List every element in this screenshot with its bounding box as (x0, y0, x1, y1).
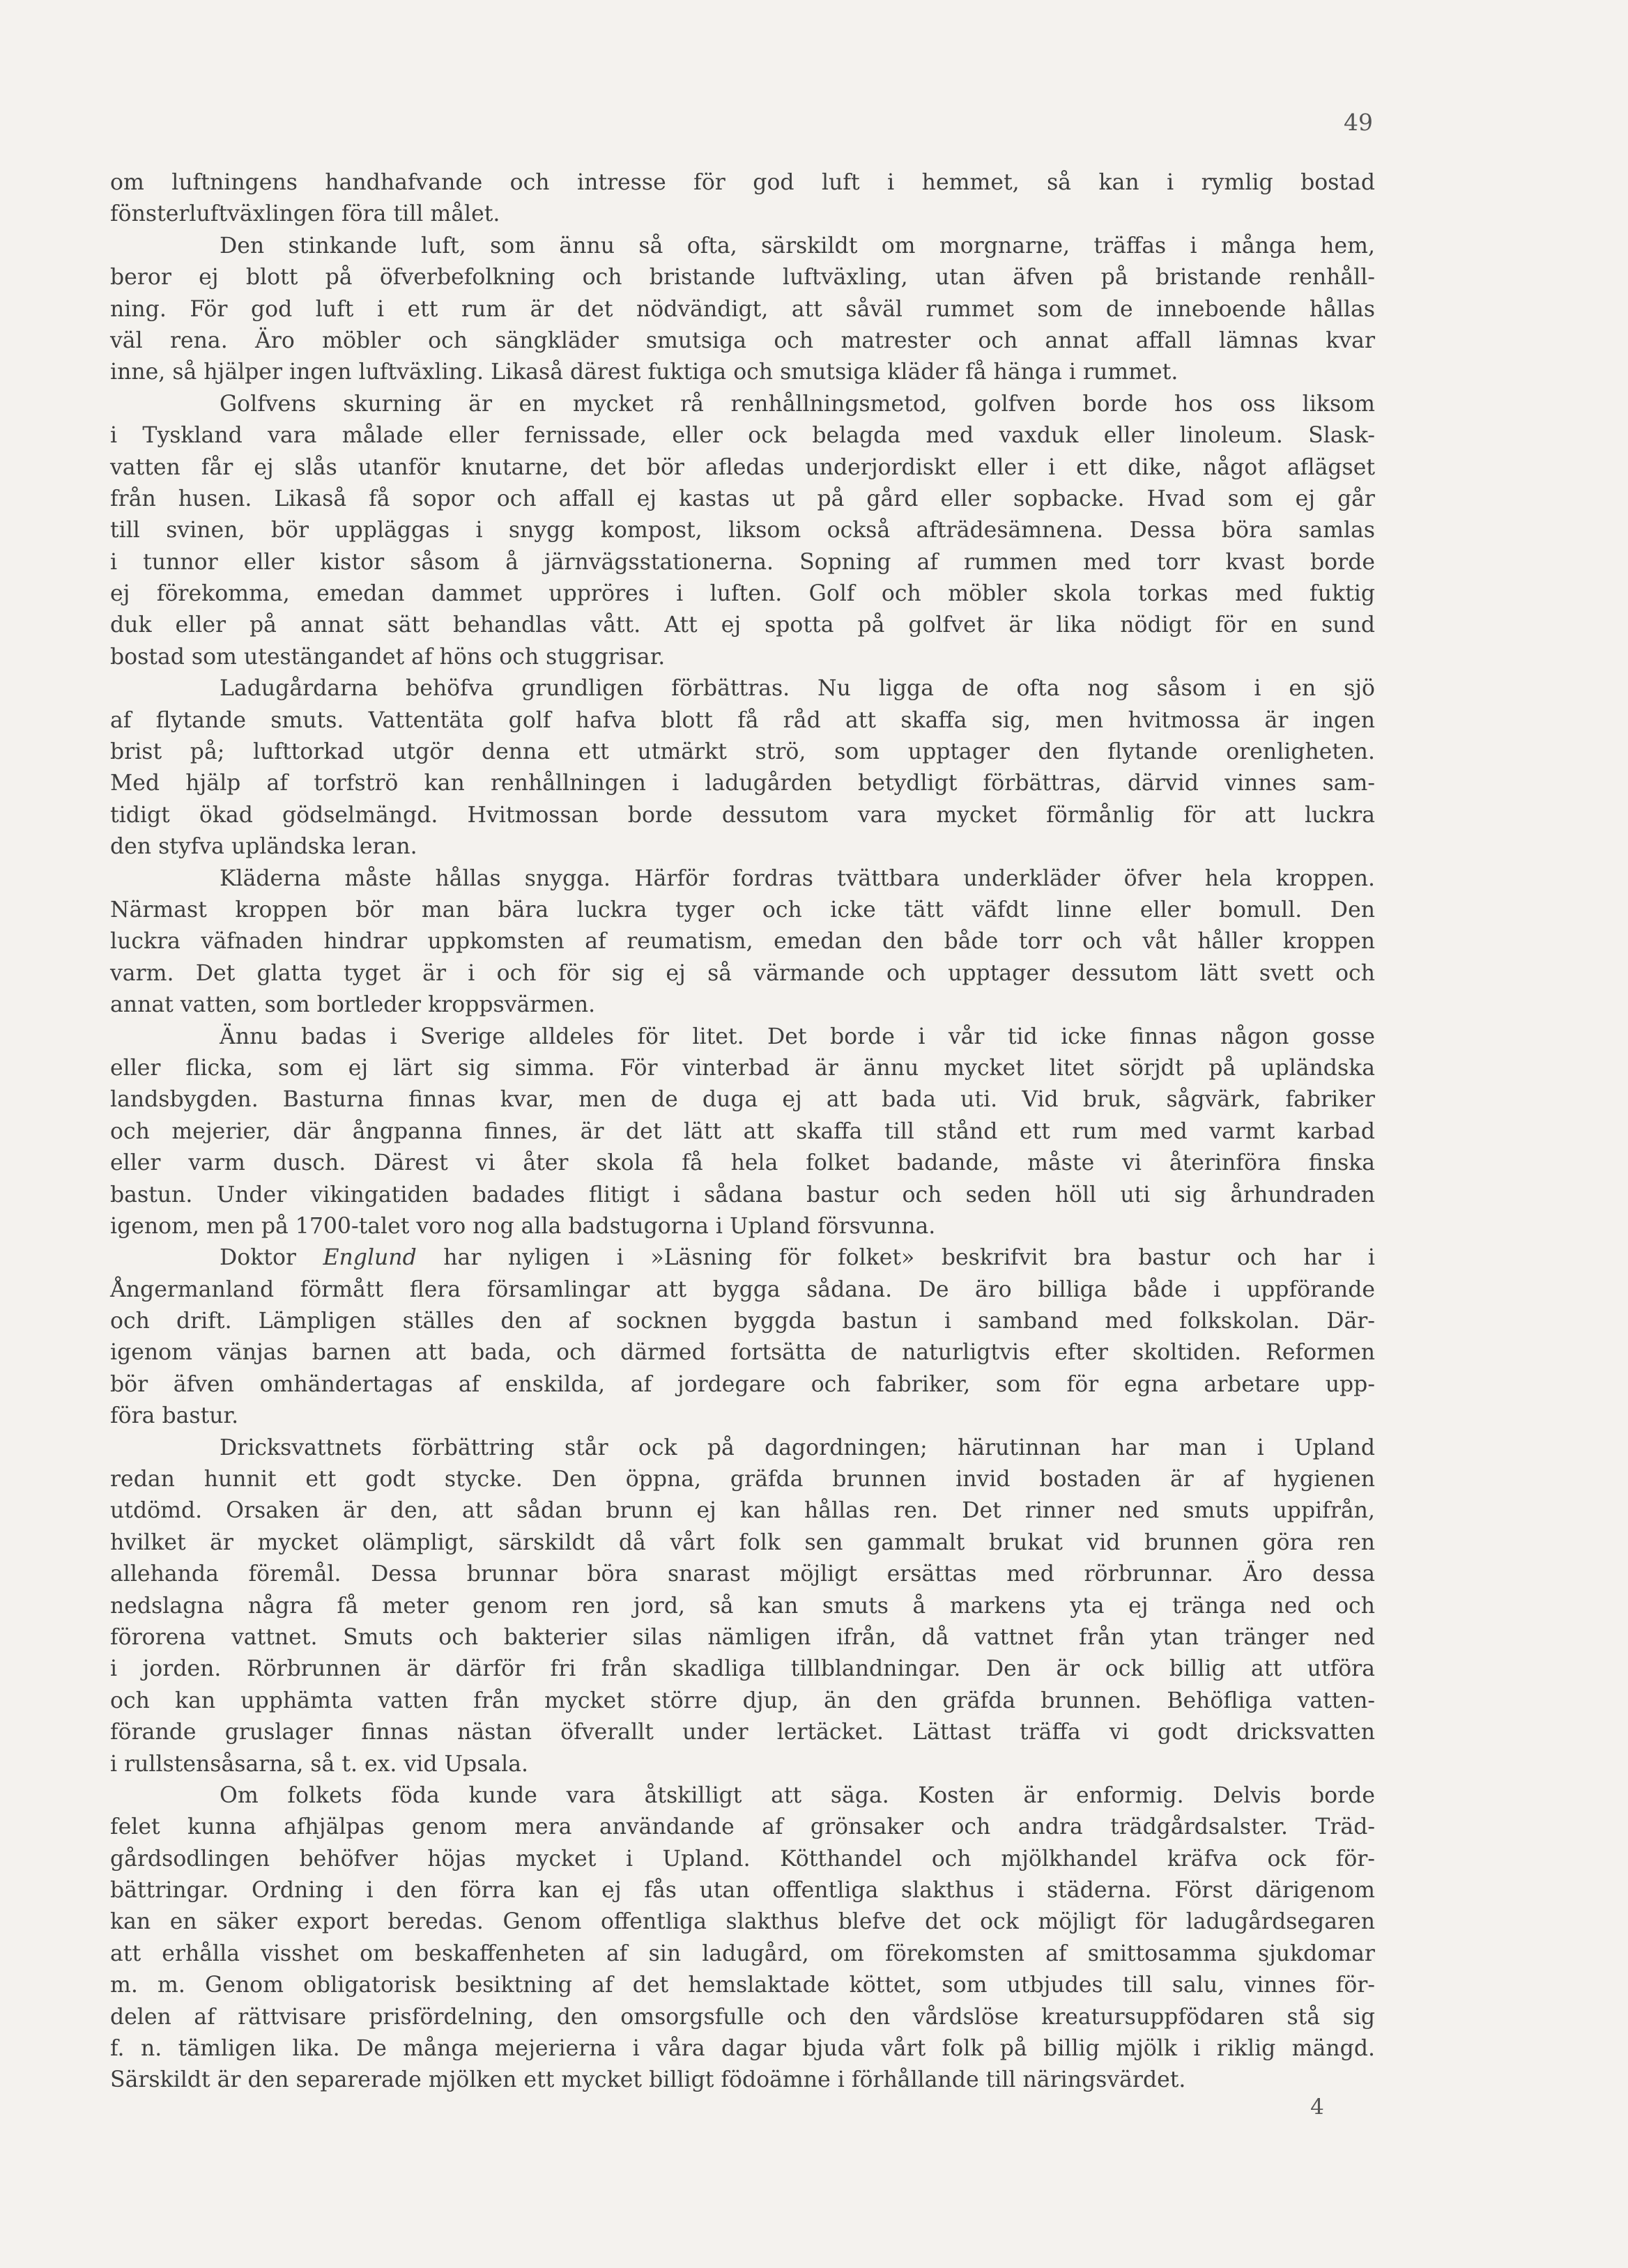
text-line: i jorden. Rörbrunnen är därför fri från skadliga tillblandningar. Den är ock billig att utföra (110, 1656, 1375, 1682)
text-line: igenom vänjas barnen att bada, och därmed fortsätta de naturligtvis efter skoltiden. Reformen (110, 1340, 1375, 1366)
paragraph (110, 1021, 1375, 1243)
text-line: luckra väfnaden hindrar uppkomsten af reumatism, emedan den både torr och våt håller kroppen (110, 929, 1375, 955)
text-line: inne, så hjälper ingen luftväxling. Likaså därest fuktiga och smutsiga kläder få hänga i rummet. (110, 360, 1178, 385)
text-line: från husen. Likaså få sopor och affall ej kastas ut på gård eller sopbacke. Hvad som ej går (110, 486, 1375, 511)
text-line: Golfvens skurning är en mycket rå renhållningsmetod, golfven borde hos oss liksom (220, 391, 1375, 417)
paragraph (110, 1242, 1375, 1432)
text-line: felet kunna afhjälpas genom mera användande af grönsaker och andra trädgårdsalster. Träd- (110, 1814, 1375, 1840)
text-line: delen af rättvisare prisfördelning, den omsorgsfulle och den vårdslöse kreatursuppfödaren stå sig (110, 2004, 1375, 2030)
text-line: förande gruslager finnas nästan öfverallt under lertäcket. Lättast träffa vi godt dricksvatten (110, 1720, 1375, 1745)
text-line: f. n. tämligen lika. De många mejerierna i våra dagar bjuda vårt folk på billig mjölk i riklig mängd. (110, 2036, 1375, 2062)
text-line: Den stinkande luft, som ännu så ofta, särskildt om morgnarne, träffas i många hem, (220, 233, 1375, 259)
text-line: Doktor Englund har nyligen i »Läsning för folket» beskrifvit bra bastur och har i (220, 1245, 1375, 1271)
text-line: duk eller på annat sätt behandlas vått. Att ej spotta på golfvet är lika nödigt för en sund (110, 612, 1375, 638)
text-line: landsbygden. Basturna finnas kvar, men de duga ej att bada uti. Vid bruk, sågvärk, fabriker (110, 1087, 1375, 1113)
body-text (110, 167, 1375, 2097)
text-line: Om folkets föda kunde vara åtskilligt att säga. Kosten är enformig. Delvis borde (220, 1782, 1375, 1808)
paragraph (110, 167, 1375, 231)
text-line: i Tyskland vara målade eller fernissade, eller ock belagda med vaxduk eller linoleum. Slask- (110, 423, 1375, 449)
text-line: Ångermanland förmått flera församlingar att bygga sådana. De äro billiga både i uppförande (110, 1276, 1375, 1302)
text-line: af flytande smuts. Vattentäta golf hafva blott få råd att skaffa sig, men hvitmossa är ingen (110, 707, 1375, 733)
text-line: förorena vattnet. Smuts och bakterier silas nämligen ifrån, då vattnet från ytan tränger ned (110, 1624, 1375, 1650)
text-line: allehanda föremål. Dessa brunnar böra snarast möjligt ersättas med rörbrunnar. Äro dessa (110, 1561, 1375, 1587)
text-line: redan hunnit ett godt stycke. Den öppna, gräfda brunnen invid bostaden är af hygienen (110, 1467, 1375, 1492)
text-line: igenom, men på 1700-talet voro nog alla badstugorna i Upland försvunna. (110, 1213, 936, 1239)
text-line: Kläderna måste hållas snygga. Härför fordras tvättbara underkläder öfver hela kroppen. (220, 865, 1375, 891)
text-line: och kan upphämta vatten från mycket större djup, än den gräfda brunnen. Behöfliga vatten- (110, 1688, 1375, 1713)
text-line: annat vatten, som bortleder kroppsvärmen. (110, 992, 596, 1018)
text-line: Dricksvattnets förbättring står ock på dagordningen; härutinnan har man i Upland (220, 1435, 1375, 1460)
text-line: nedslagna några få meter genom ren jord, så kan smuts å markens yta ej tränga ned och (110, 1593, 1375, 1619)
text-line: bostad som utestängandet af höns och stuggrisar. (110, 644, 666, 670)
page-number: 49 (1344, 109, 1373, 136)
text-line: Ännu badas i Sverige alldeles för litet. Det borde i vår tid icke finnas någon gosse (220, 1024, 1375, 1049)
text-line: bör äfven omhändertagas af enskilda, af jordegare och fabriker, som för egna arbetare upp- (110, 1371, 1375, 1397)
paragraph (110, 1433, 1375, 1780)
text-line: väl rena. Äro möbler och sängkläder smutsiga och matrester och annat affall lämnas kvar (110, 327, 1375, 353)
text-line: till svinen, bör uppläggas i snygg kompost, liksom också afträdesämnena. Dessa böra samlas (110, 518, 1375, 543)
text-line: kan en säker export beredas. Genom offentliga slakthus blefve det ock möjligt för ladugårdsegaren (110, 1909, 1375, 1935)
text-line: hvilket är mycket olämpligt, särskildt då vårt folk sen gammalt brukat vid brunnen göra ren (110, 1529, 1375, 1555)
text-line: föra bastur. (110, 1403, 239, 1429)
text-line: bättringar. Ordning i den förra kan ej fås utan offentliga slakthus i städerna. Först därigenom (110, 1878, 1375, 1904)
text-line: i rullstensåsarna, så t. ex. vid Upsala. (110, 1751, 529, 1777)
text-line: Med hjälp af torfströ kan renhållningen i ladugården betydligt förbättras, därvid vinnes sam- (110, 771, 1375, 796)
text-line: brist på; lufttorkad utgör denna ett utmärkt strö, som upptager den flytande orenligheten. (110, 739, 1375, 765)
text-line: och mejerier, där ångpanna finnes, är det lätt att skaffa till stånd ett rum med varmt karbad (110, 1118, 1375, 1144)
paragraph (110, 1780, 1375, 2097)
text-line: varm. Det glatta tyget är i och för sig ej så värmande och upptager dessutom lätt svett och (110, 960, 1375, 986)
text-line: den styfva upländska leran. (110, 834, 417, 860)
text-line: gårdsodlingen behöfver höjas mycket i Upland. Kötthandel och mjölkhandel kräfva ock för- (110, 1846, 1375, 1872)
text-line: eller varm dusch. Därest vi åter skola få hela folket badande, måste vi återinföra finska (110, 1150, 1375, 1176)
signature-mark: 4 (1310, 2095, 1324, 2120)
text-line: ning. För god luft i ett rum är det nödvändigt, att såväl rummet som de inneboende hållas (110, 296, 1375, 322)
text-line: ej förekomma, emedan dammet uppröres i luften. Golf och möbler skola torkas med fuktig (110, 581, 1375, 607)
text-line: om luftningens handhafvande och intresse för god luft i hemmet, så kan i rymlig bostad (110, 170, 1375, 195)
paragraph (110, 231, 1375, 389)
text-line: eller flicka, som ej lärt sig simma. För vinterbad är ännu mycket litet sörjdt på upländska (110, 1055, 1375, 1081)
text-line: bastun. Under vikingatiden badades flitigt i sådana bastur och seden höll uti sig århundraden (110, 1182, 1375, 1208)
text-line: i tunnor eller kistor såsom å järnvägsstationerna. Sopning af rummen med torr kvast borde (110, 549, 1375, 575)
paragraph (110, 673, 1375, 863)
text-line: och drift. Lämpligen ställes den af socknen byggda bastun i samband med folkskolan. Där- (110, 1309, 1375, 1334)
text-line: m. m. Genom obligatorisk besiktning af det hemslaktade köttet, som utbjudes till salu, vinnes för- (110, 1973, 1375, 1998)
text-line: fönsterluftväxlingen föra till målet. (110, 201, 500, 227)
text-line: att erhålla visshet om beskaffenheten af sin ladugård, om förekomsten af smittosamma sjukdomar (110, 1941, 1375, 1966)
paragraph (110, 863, 1375, 1021)
text-line: Närmast kroppen bör man bära luckra tyger och icke tätt väfdt linne eller bomull. Den (110, 897, 1375, 923)
text-line: utdömd. Orsaken är den, att sådan brunn ej kan hållas ren. Det rinner ned smuts uppifrån, (110, 1498, 1375, 1524)
paragraph (110, 389, 1375, 674)
text-line: Särskildt är den separerade mjölken ett mycket billigt födoämne i förhållande till näringsvärdet. (110, 2067, 1186, 2093)
text-line: tidigt ökad gödselmängd. Hvitmossan borde dessutom vara mycket förmånlig för att luckra (110, 802, 1375, 828)
text-line: Ladugårdarna behöfva grundligen förbättras. Nu ligga de ofta nog såsom i en sjö (220, 676, 1375, 702)
author-name: Englund (323, 1245, 417, 1271)
text-line: vatten får ej slås utanför knutarne, det bör afledas underjordiskt eller i ett dike, något aflägset (110, 454, 1375, 480)
text-line: beror ej blott på öfverbefolkning och bristande luftväxling, utan äfven på bristande renhåll- (110, 265, 1375, 291)
